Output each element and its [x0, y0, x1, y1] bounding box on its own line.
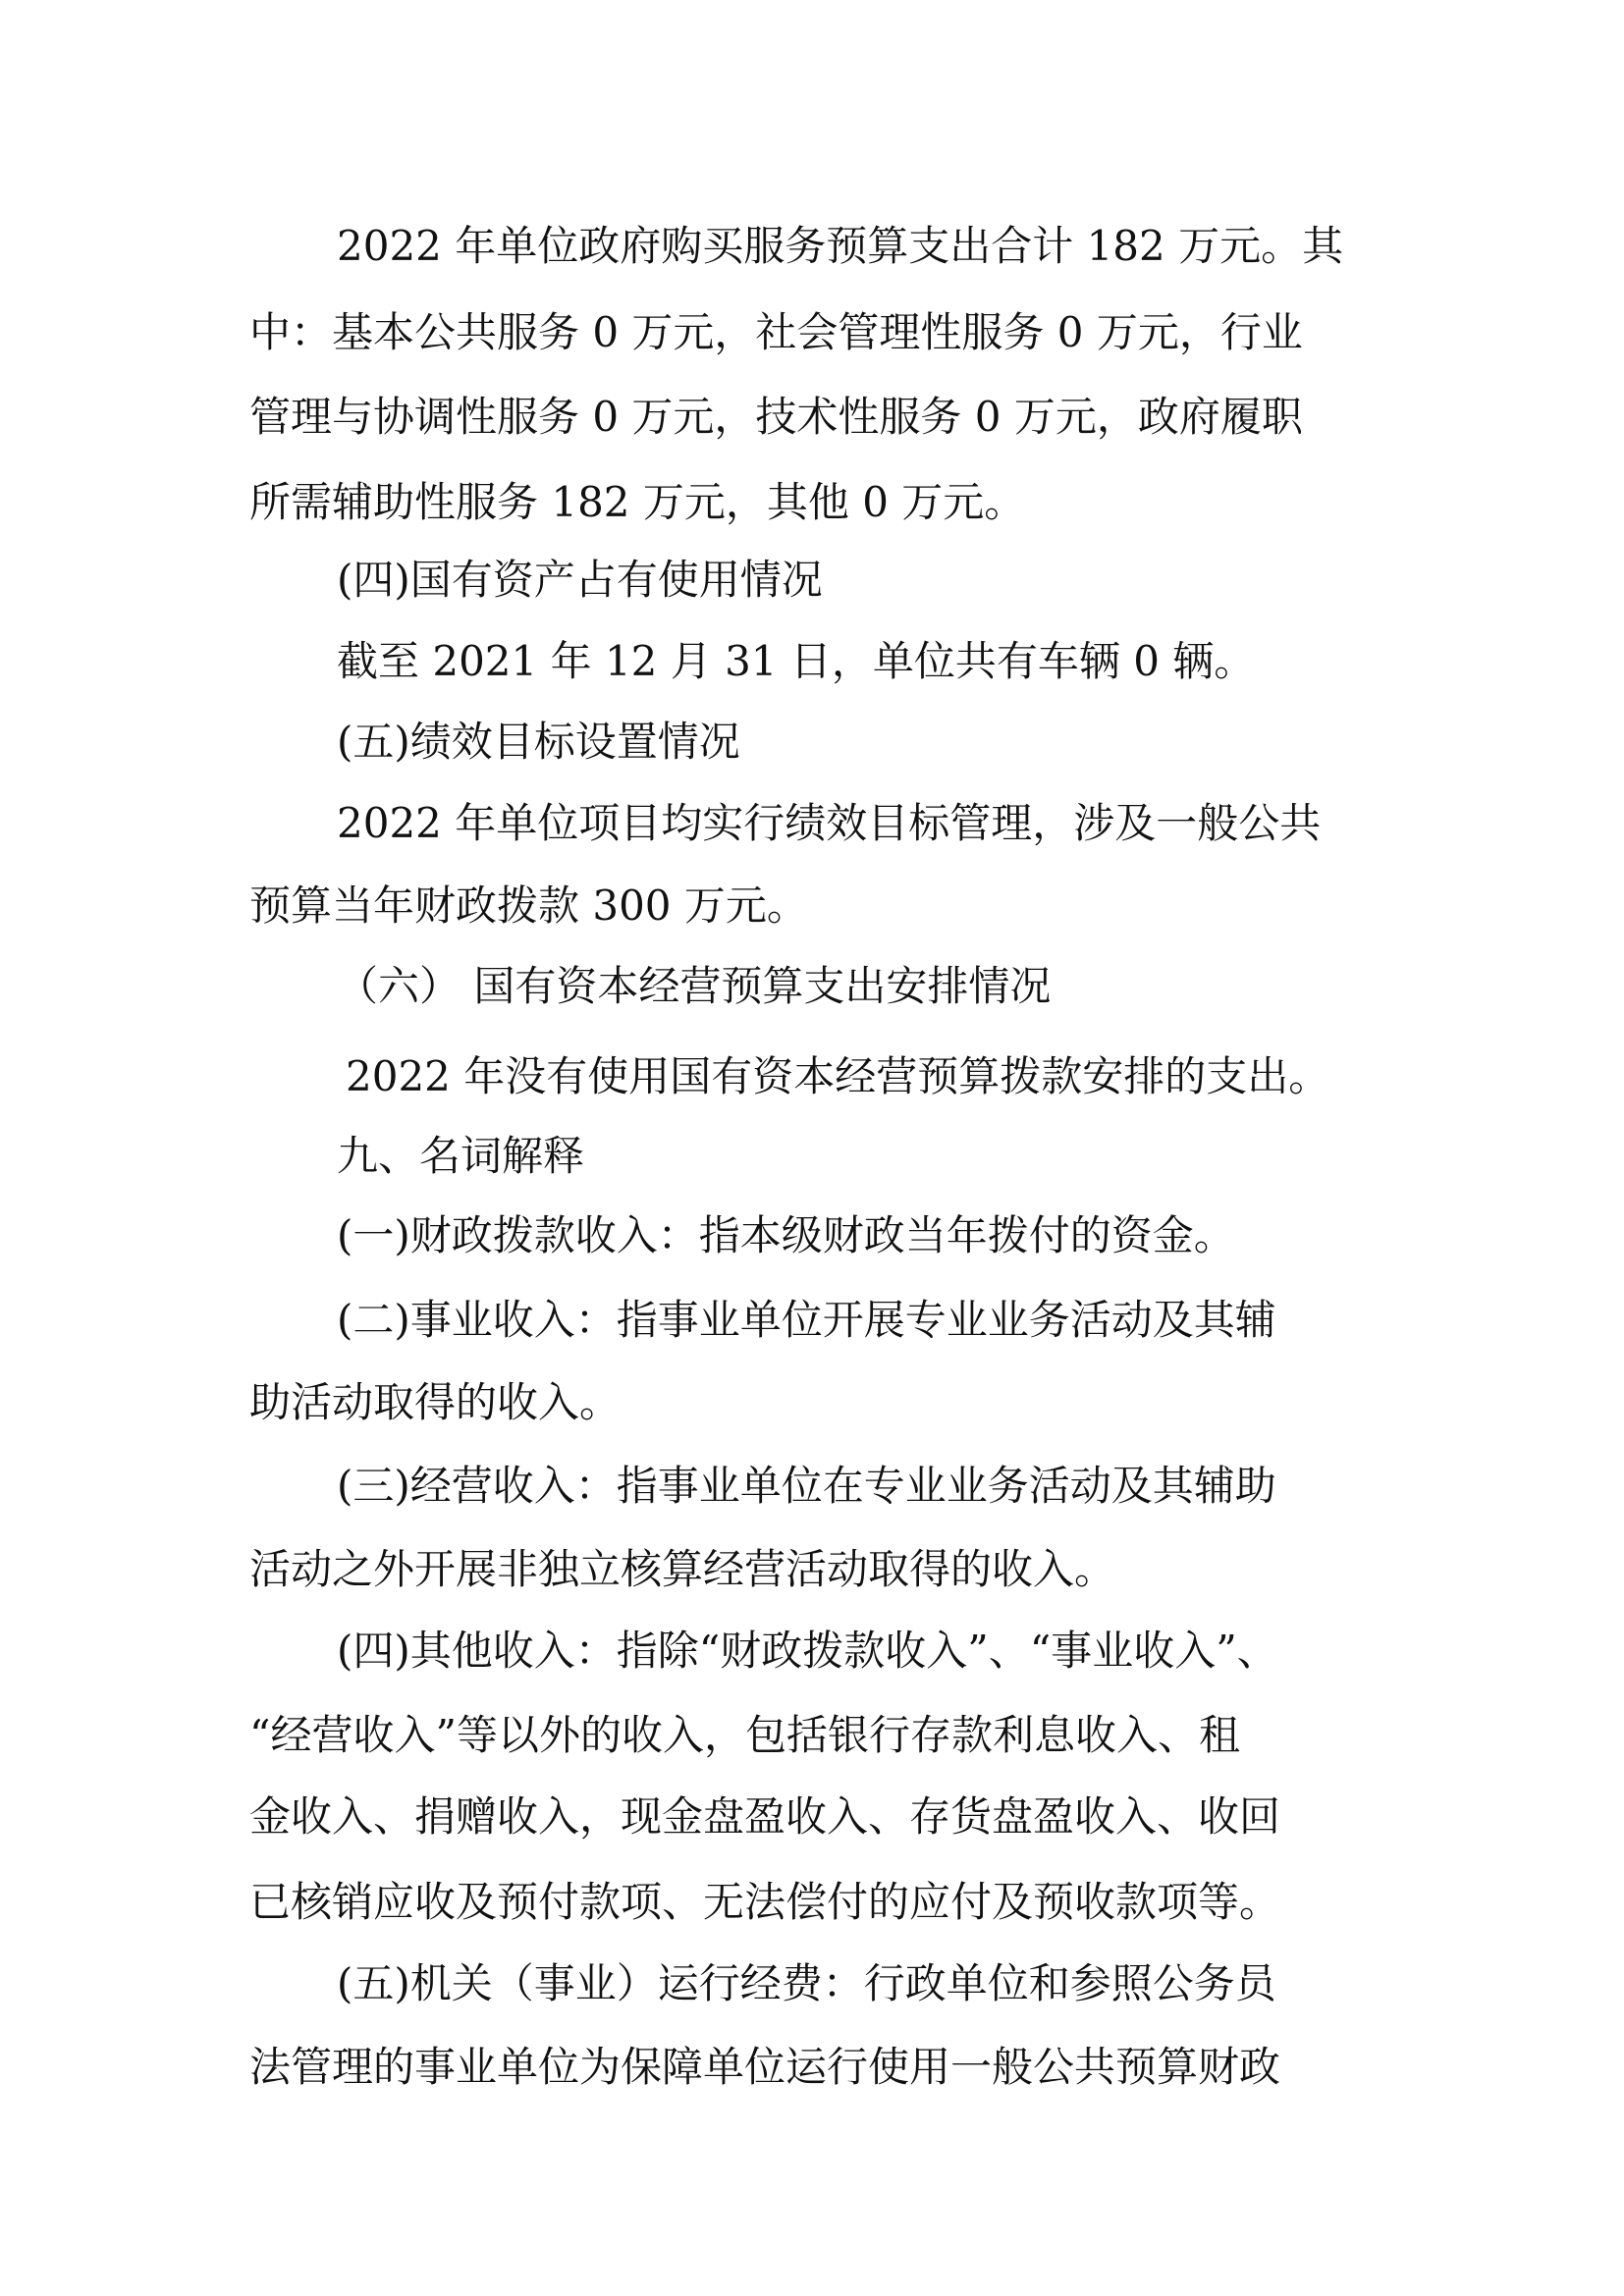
text-line-18: (四)其他收入：指除“财政拨款收入”、“事业收入”、	[337, 1627, 1278, 1675]
text-line-19: “经营收入”等以外的收入，包括银行存款利息收入、租	[249, 1711, 1240, 1759]
text-line-11: 2022 年没有使用国有资本经营预算拨款安排的支出。	[346, 1052, 1330, 1100]
text-line-2: 中：基本公共服务 0 万元，社会管理性服务 0 万元，行业	[249, 308, 1303, 356]
section-heading-assets: (四)国有资产占有使用情况	[337, 556, 823, 604]
text-line-9: 预算当年财政拨款 300 万元。	[249, 881, 808, 930]
section-heading-capital-budget: （六） 国有资本经营预算支出安排情况	[337, 962, 1052, 1010]
section-heading-performance: (五)绩效目标设置情况	[337, 718, 740, 766]
text-line-4: 所需辅助性服务 182 万元，其他 0 万元。	[249, 478, 1026, 526]
text-line-8: 2022 年单位项目均实行绩效目标管理，涉及一般公共	[337, 799, 1322, 847]
text-line-17: 活动之外开展非独立核算经营活动取得的收入。	[249, 1545, 1116, 1593]
text-line-21: 已核销应收及预付款项、无法偿付的应付及预收款项等。	[249, 1878, 1281, 1926]
text-line-16: (三)经营收入：指事业单位在专业业务活动及其辅助	[337, 1462, 1276, 1510]
text-line-6: 截至 2021 年 12 月 31 日，单位共有车辆 0 辆。	[337, 637, 1256, 685]
section-heading-glossary: 九、名词解释	[337, 1132, 585, 1180]
text-line-20: 金收入、捐赠收入，现金盘盈收入、存货盘盈收入、收回	[249, 1792, 1281, 1841]
text-line-23: 法管理的事业单位为保障单位运行使用一般公共预算财政	[249, 2043, 1281, 2091]
text-line-14: (二)事业收入：指事业单位开展专业业务活动及其辅	[337, 1296, 1276, 1344]
text-line-3: 管理与协调性服务 0 万元，技术性服务 0 万元，政府履职	[249, 393, 1303, 441]
text-line-1: 2022 年单位政府购买服务预算支出合计 182 万元。其	[337, 222, 1344, 270]
text-line-22: (五)机关（事业）运行经费：行政单位和参照公务员	[337, 1959, 1276, 2007]
text-line-15: 助活动取得的收入。	[249, 1378, 622, 1426]
text-line-13: (一)财政拨款收入：指本级财政当年拨付的资金。	[337, 1211, 1235, 1259]
